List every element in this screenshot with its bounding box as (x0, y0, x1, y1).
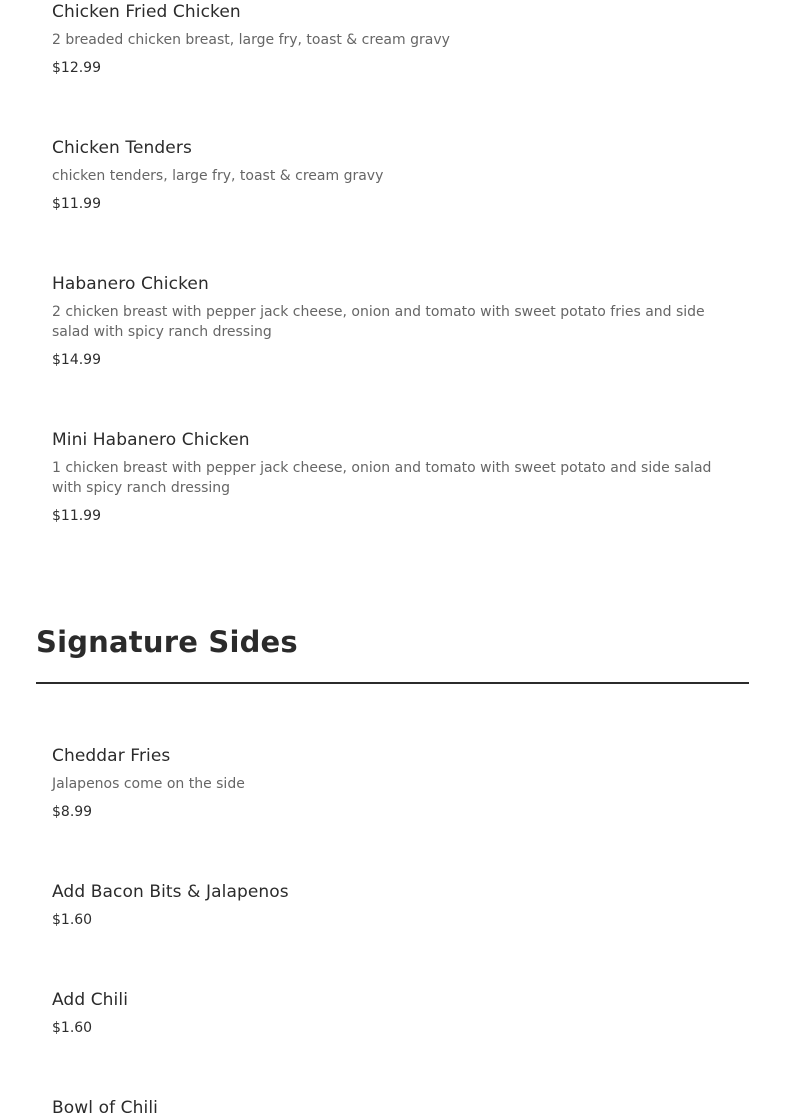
section-divider (36, 682, 749, 684)
menu-item-price: $1.60 (52, 1020, 93, 1036)
menu-item-name: Add Chili (52, 990, 129, 1010)
menu-item-description: 2 chicken breast with pepper jack cheese, onion and tomato with sweet potato fries and side salad with spicy ranch dressing (52, 304, 705, 340)
menu-item-description: chicken tenders, large fry, toast & cream gravy (52, 168, 384, 184)
menu-item-price: $1.60 (52, 912, 93, 928)
menu-item-price: $12.99 (52, 60, 101, 76)
menu-item[interactable] (52, 273, 712, 370)
menu-item-name: Add Bacon Bits & Jalapenos (52, 882, 289, 902)
menu-item[interactable] (52, 1097, 712, 1119)
menu-item[interactable] (52, 745, 712, 822)
menu-item-description: Jalapenos come on the side (52, 776, 245, 792)
menu-item-name: Habanero Chicken (52, 274, 209, 294)
menu-item-description: 1 chicken breast with pepper jack cheese, onion and tomato with sweet potato and side salad with spicy ranch dressing (52, 460, 712, 496)
menu-item-description: 2 breaded chicken breast, large fry, toast & cream gravy (52, 32, 450, 48)
section-title: Signature Sides (36, 625, 298, 659)
menu-item[interactable] (52, 137, 712, 214)
menu-item[interactable] (52, 989, 712, 1038)
menu-item[interactable] (52, 881, 712, 930)
menu-item-name: Cheddar Fries (52, 746, 171, 766)
menu-item-name: Chicken Tenders (52, 138, 192, 158)
menu-item-name: Bowl of Chili (52, 1098, 158, 1118)
menu-item-price: $11.99 (52, 196, 101, 212)
menu-item-price: $14.99 (52, 352, 101, 368)
menu-item-price: $11.99 (52, 508, 101, 524)
menu-item[interactable] (52, 429, 712, 526)
menu-item[interactable] (52, 1, 712, 78)
menu-item-name: Mini Habanero Chicken (52, 430, 250, 450)
menu-item-name: Chicken Fried Chicken (52, 2, 241, 22)
menu-item-price: $8.99 (52, 804, 93, 820)
